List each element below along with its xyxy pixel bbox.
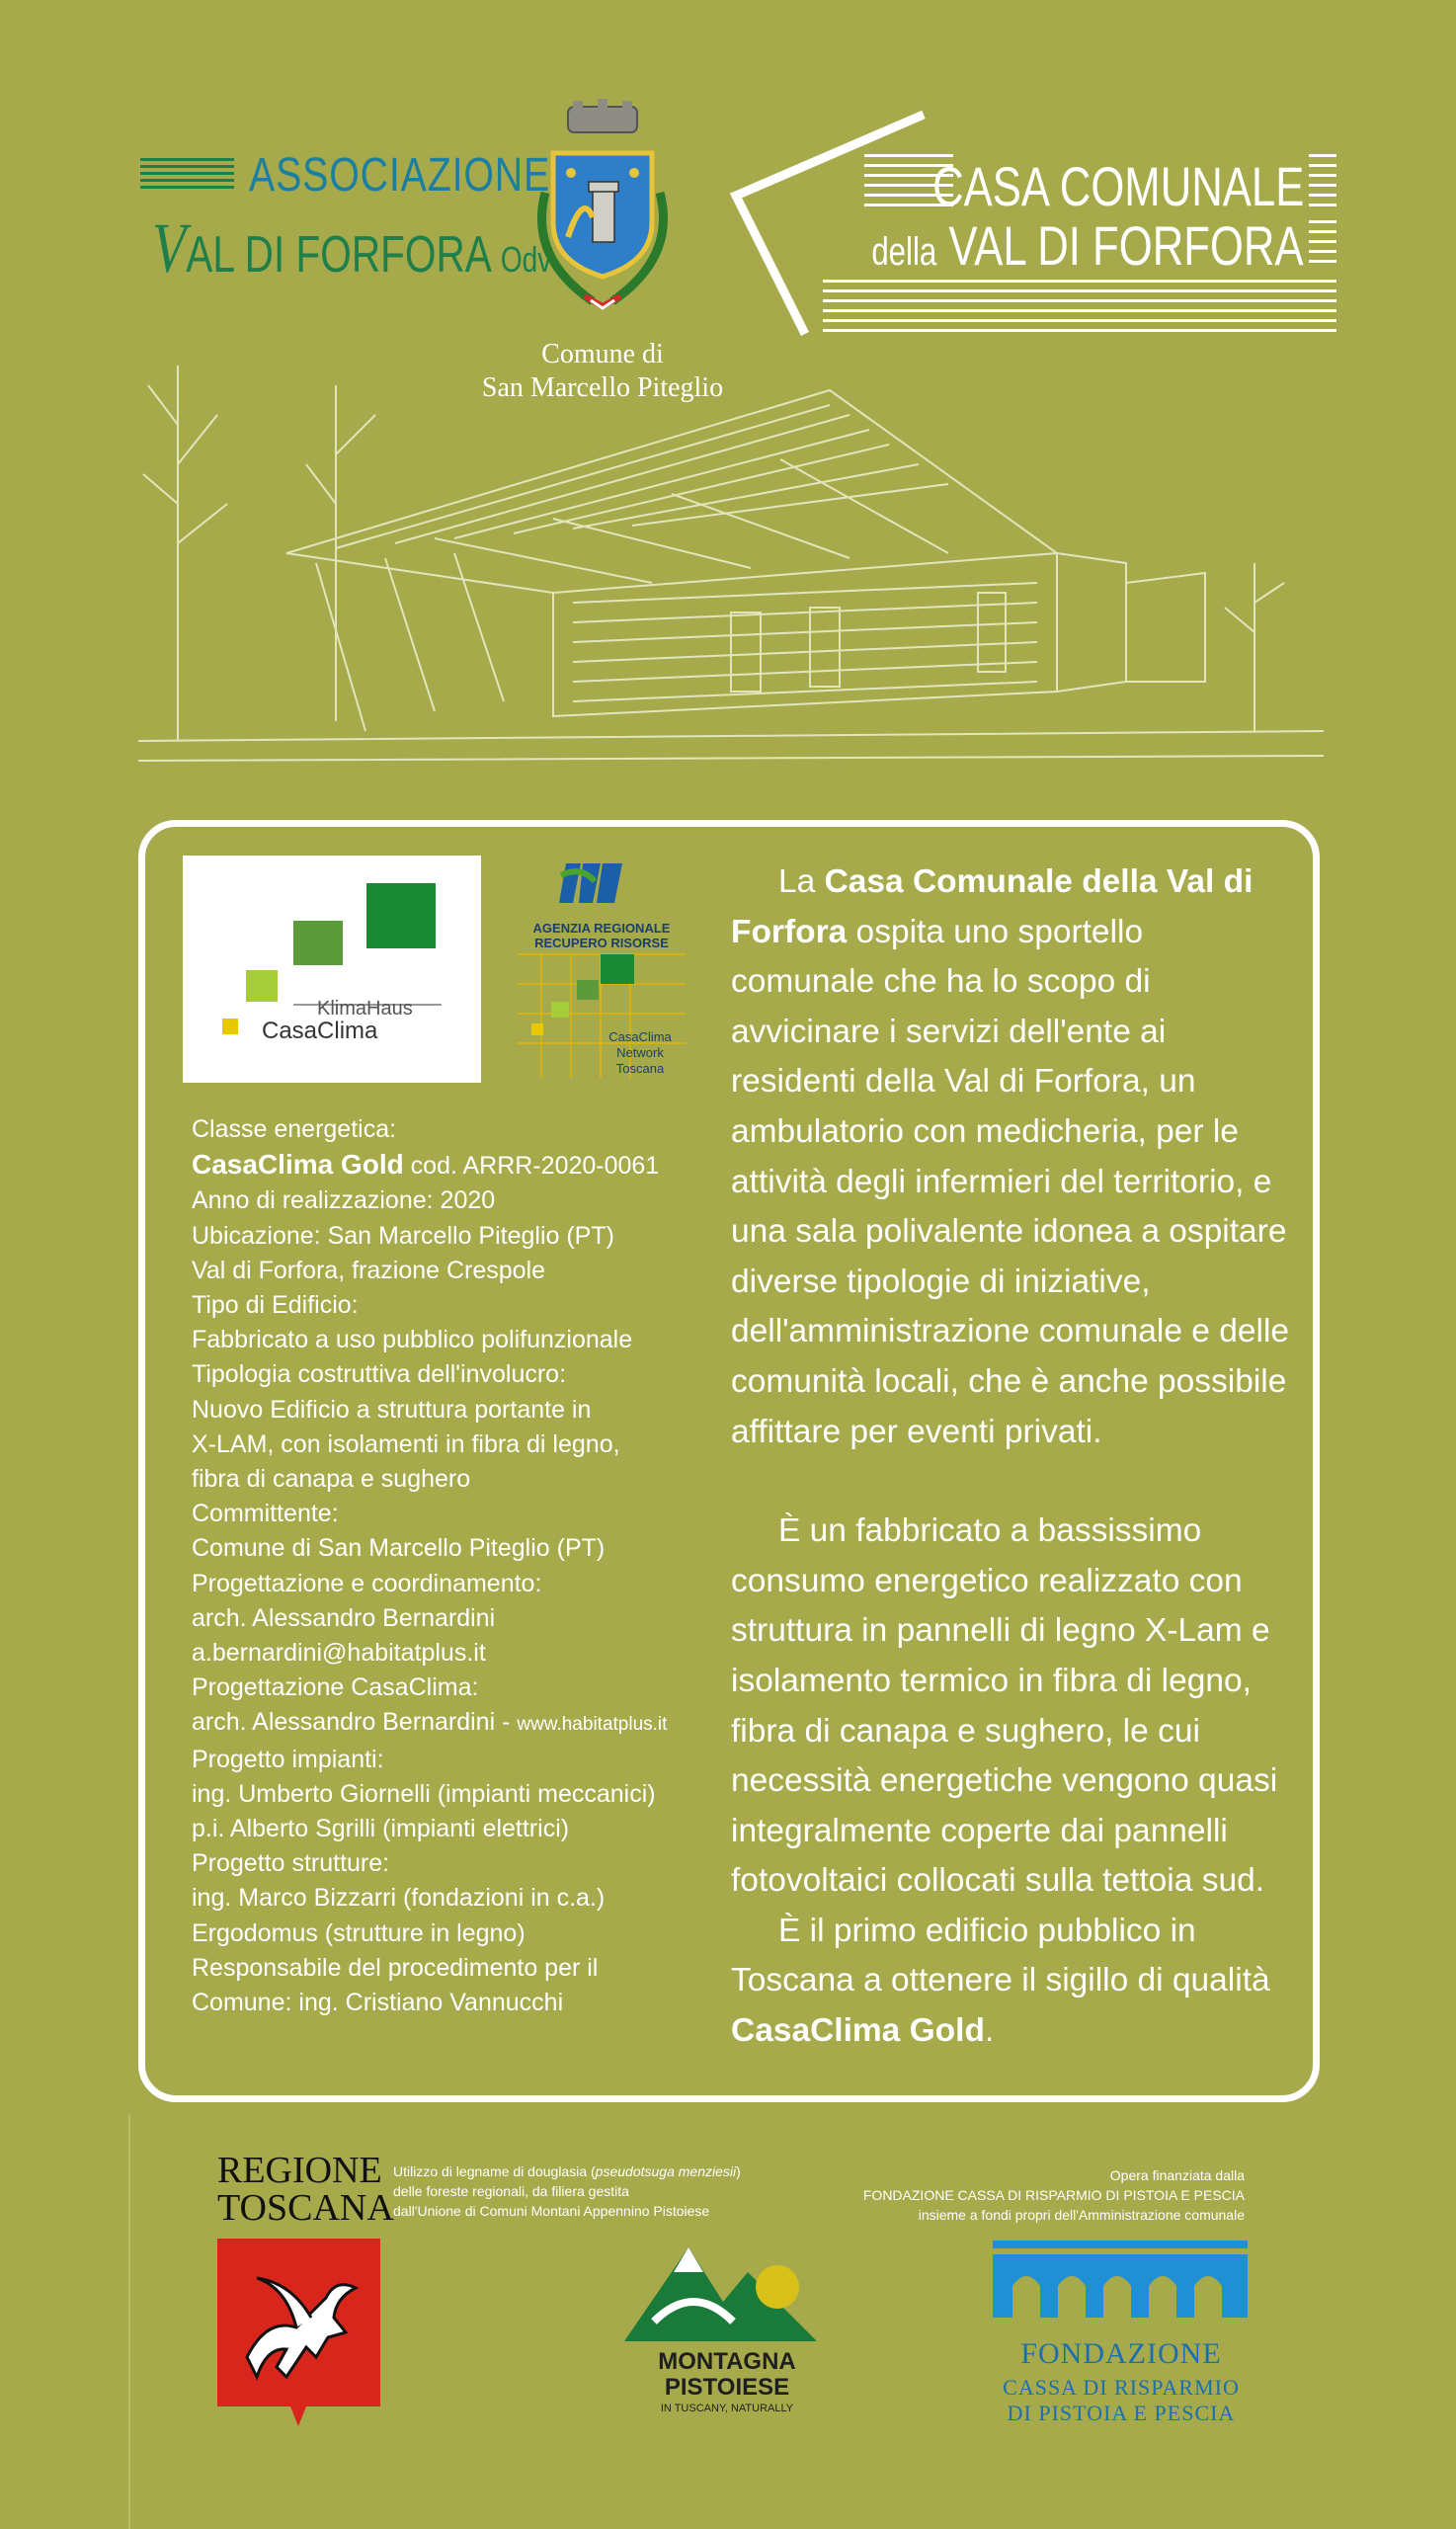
info-line: Responsabile del procedimento per il [192, 1953, 599, 1982]
casa-della: della [871, 230, 937, 274]
info-line: p.i. Alberto Sgrilli (impianti elettrici) [192, 1815, 570, 1843]
assoc-name: AL DI FORFORA [186, 226, 490, 284]
fondazione-subtitle [948, 2375, 1294, 2426]
info-line: Comune: ing. Cristiano Vannucchi [192, 1989, 564, 2017]
fondazione-title: FONDAZIONE [1020, 2337, 1222, 2370]
legname-line2: delle foreste regionali, da filiera gestita [393, 2183, 629, 2199]
info-line: Progettazione CasaClima: [192, 1673, 479, 1702]
description [731, 857, 1294, 2057]
divider [128, 2114, 130, 2529]
info-line: Progetto strutture: [192, 1849, 390, 1878]
fondazione-line3: DI PISTOIA E PESCIA [1007, 2401, 1236, 2425]
info-line: fibra di canapa e sughero [192, 1465, 471, 1494]
agenzia-text [512, 921, 691, 950]
info-line [192, 1147, 705, 1183]
casaclima-text: CasaClima [262, 1018, 378, 1044]
fondazione-line2: CASSA DI RISPARMIO [1003, 2375, 1240, 2400]
info-line [192, 1705, 705, 1742]
montagna-text [614, 2349, 840, 2401]
energy-code: cod. ARRR-2020-0061 [403, 1152, 660, 1181]
opera-line2: FONDAZIONE CASSA DI RISPARMIO DI PISTOIA E PESCIA [862, 2187, 1245, 2203]
bridge-icon [993, 2241, 1248, 2318]
regione-line2: TOSCANA [217, 2187, 394, 2229]
info-line: Committente: [192, 1500, 339, 1528]
casaclima-logo [183, 856, 481, 1083]
montagna-pistoiese-logo [614, 2233, 840, 2420]
info-line: Tipo di Edificio: [192, 1291, 359, 1320]
info-line: Fabbricato a uso pubblico polifunzionale [192, 1326, 633, 1354]
info-line: X-LAM, con isolamenti in fibra di legno, [192, 1429, 620, 1458]
opera-line3: insieme a fondi propri dell'Amministrazione comunale [918, 2207, 1245, 2223]
info-line: Ubicazione: San Marcello Piteglio (PT) [192, 1221, 614, 1250]
assoc-odv: Odv [500, 239, 552, 280]
energy-class: CasaClima Gold [192, 1149, 404, 1181]
network-line2: Network [616, 1045, 664, 1060]
montagna-tagline: IN TUSCANY, NATURALLY [660, 2403, 794, 2414]
info-line: ing. Umberto Giornelli (impianti meccanici) [192, 1779, 656, 1808]
info-line: Anno di realizzazione: 2020 [192, 1186, 496, 1215]
info-line: Nuovo Edificio a struttura portante in [192, 1395, 592, 1424]
comune-line1: Comune di [541, 339, 664, 369]
desc-paragraph-1: La Casa Comunale della Val di Forfora ospita uno sportello comunale che ha lo scopo di avvicinare i servizi dell'ente ai residenti della Val di Forfora, un ambulatorio con medicheria, per le attività degli infermieri del territorio, e una sala polivalente idonea a ospitare diverse tipologie di iniziative, dell'amministrazione comunale e delle comunità locali, che è anche possibile affittare per eventi privati. [731, 863, 1290, 1450]
network-text [591, 1029, 689, 1077]
info-architect: arch. Alessandro Bernardini - [192, 1708, 518, 1737]
desc-paragraph-3: È il primo edificio pubblico in Toscana a ottenere il sigillo di qualità CasaClima Gold. [731, 1912, 1270, 2050]
desc-paragraph-2: È un fabbricato a bassissimo consumo energetico realizzato con struttura in pannelli di legno X-Lam e isolamento termico in fibra di legno, fibra di canapa e sughero, le cui necessità energetiche vengono quasi integralmente coperte dai pannelli fotovoltaici collocati sulla tettoia sud. [731, 1512, 1278, 1900]
building-sketch-icon [138, 267, 1324, 780]
montagna-line1: MONTAGNA [658, 2348, 796, 2375]
project-info [192, 1112, 705, 2020]
klimahaus-text: KlimaHaus [317, 998, 413, 1020]
legname-note [393, 2162, 759, 2221]
agenzia-line2: RECUPERO RISORSE [534, 936, 669, 950]
info-line: Comune di San Marcello Piteglio (PT) [192, 1534, 606, 1563]
info-email: a.bernardini@habitatplus.it [192, 1639, 486, 1668]
regione-toscana-logo [217, 2152, 394, 2227]
info-line: Progettazione e coordinamento: [192, 1569, 542, 1597]
info-line: ing. Marco Bizzarri (fondazioni in c.a.) [192, 1884, 606, 1913]
info-line: Progetto impianti: [192, 1745, 384, 1773]
assoc-title: ASSOCIAZIONE [249, 149, 551, 202]
network-line1: CasaClima [608, 1029, 672, 1044]
building-name: Casa Comunale della Val di Forfora [731, 863, 1254, 950]
info-line: Classe energetica: [192, 1115, 397, 1143]
opera-line1: Opera finanziata dalla [1109, 2167, 1245, 2183]
info-website: www.habitatplus.it [517, 1714, 668, 1736]
info-line: Ergodomus (strutture in legno) [192, 1918, 526, 1947]
comune-line2: San Marcello Piteglio [481, 372, 724, 403]
funding-note [840, 2165, 1245, 2225]
montagna-line2: PISTOIESE [664, 2374, 790, 2401]
info-line: arch. Alessandro Bernardini [192, 1603, 496, 1632]
pegasus-flag-icon [217, 2239, 380, 2426]
casa-val: VAL DI FORFORA [948, 214, 1304, 277]
casa-title: CASA COMUNALE [931, 155, 1304, 217]
info-line: Val di Forfora, frazione Crespole [192, 1256, 546, 1284]
agenzia-line1: AGENZIA REGIONALE [532, 921, 671, 936]
info-line: Tipologia costruttiva dell'involucro: [192, 1360, 567, 1389]
legname-line1: Utilizzo di legname di douglasia (pseudotsuga menziesii) [393, 2163, 741, 2179]
assoc-lines-icon [140, 158, 234, 193]
network-line3: Toscana [615, 1061, 665, 1076]
mountain-icon [614, 2233, 840, 2351]
agenzia-logo [512, 856, 691, 1085]
assoc-v: V [152, 208, 187, 287]
legname-line3: dall'Unione di Comuni Montani Appennino Pistoiese [393, 2203, 710, 2219]
regione-line1: REGIONE [217, 2150, 382, 2191]
associazione-logo [140, 148, 552, 287]
gold-seal: CasaClima Gold [731, 2012, 985, 2050]
casaclima-squares-icon [183, 856, 481, 1083]
